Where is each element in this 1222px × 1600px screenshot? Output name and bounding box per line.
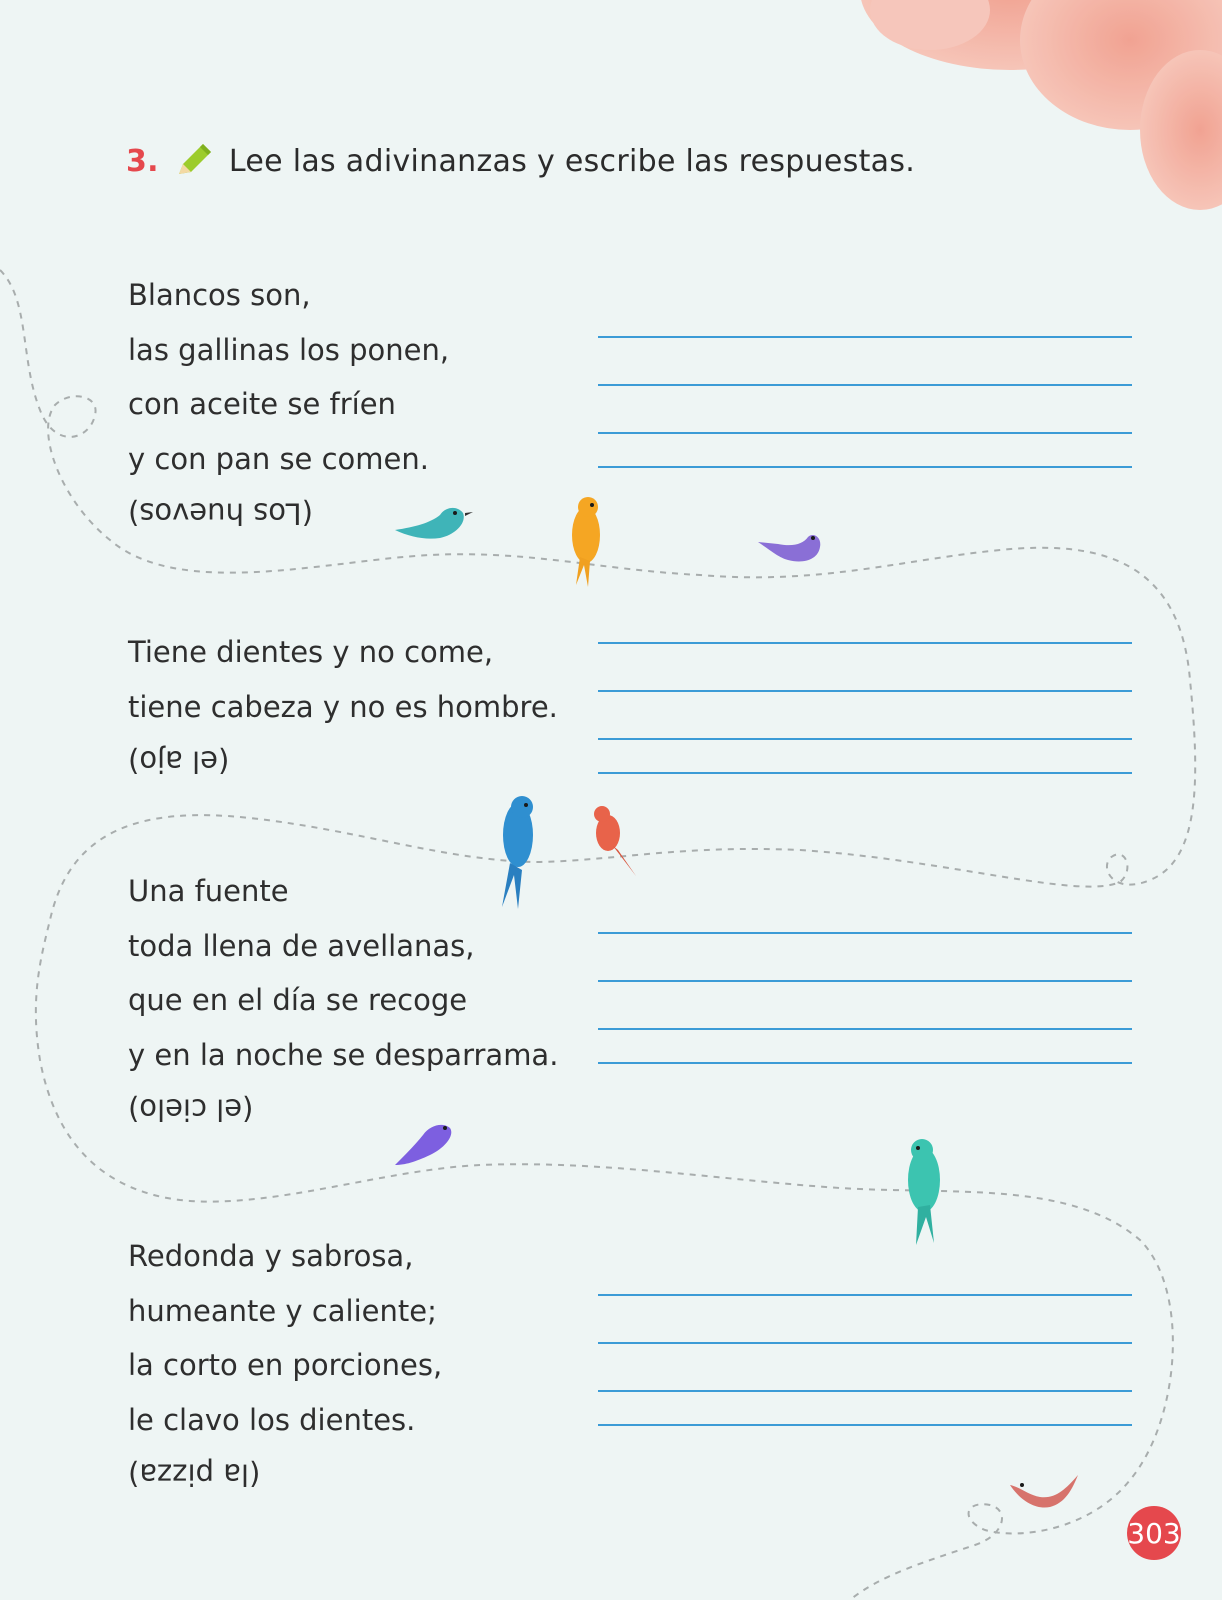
writing-line [598,1390,1132,1392]
writing-line [598,738,1132,740]
riddle-line: que en el día se recoge [128,983,468,1017]
exercise-heading [126,140,915,182]
page-number: 303 [1127,1506,1181,1560]
writing-line [598,772,1132,774]
riddle-answer-upside-down: (la pizza) [128,1457,261,1492]
writing-line [598,432,1132,434]
bird-icon [1010,1475,1078,1508]
riddle-line: las gallinas los ponen, [128,332,450,367]
riddle-line: Redonda y sabrosa, [128,1239,414,1273]
riddle-line: humeante y caliente; [128,1293,437,1328]
writing-line [598,1342,1132,1344]
writing-line [598,1294,1132,1296]
writing-line [598,932,1132,934]
riddle-line: le clavo los dientes. [128,1402,416,1437]
riddle-line: tiene cabeza y no es hombre. [128,689,558,724]
writing-line [598,642,1132,644]
riddle-answer-upside-down: (el cielo) [128,1092,254,1127]
riddle-line: y con pan se comen. [128,441,429,476]
writing-line [598,1424,1132,1426]
riddle-3 [128,864,558,1137]
writing-line [598,1062,1132,1064]
riddle-line: Blancos son, [128,278,311,312]
riddle-1 [128,268,449,541]
bird-icon [758,535,820,561]
writing-line [598,980,1132,982]
riddle-line: toda llena de avellanas, [128,928,475,963]
bird-icon [908,1139,940,1245]
writing-line [598,690,1132,692]
riddle-line: Tiene dientes y no come, [128,635,494,669]
bird-icon [594,806,636,876]
riddle-line: la corto en porciones, [128,1348,443,1382]
exercise-number: 3. [126,143,159,179]
writing-line [598,466,1132,468]
riddle-line: Una fuente [128,874,289,908]
writing-line [598,384,1132,386]
pencil-icon [173,140,215,182]
riddle-line: y en la noche se desparrama. [128,1037,559,1072]
writing-line [598,1028,1132,1030]
writing-line [598,336,1132,338]
riddle-answer-upside-down: (el ajo) [128,744,230,779]
riddle-answer-upside-down: (Los huevos) [128,496,313,531]
exercise-instruction: Lee las adivinanzas y escribe las respuestas. [228,143,916,179]
riddle-4 [128,1229,442,1502]
riddle-line: con aceite se fríen [128,387,396,421]
bird-icon [572,497,600,587]
riddle-2 [128,625,558,789]
